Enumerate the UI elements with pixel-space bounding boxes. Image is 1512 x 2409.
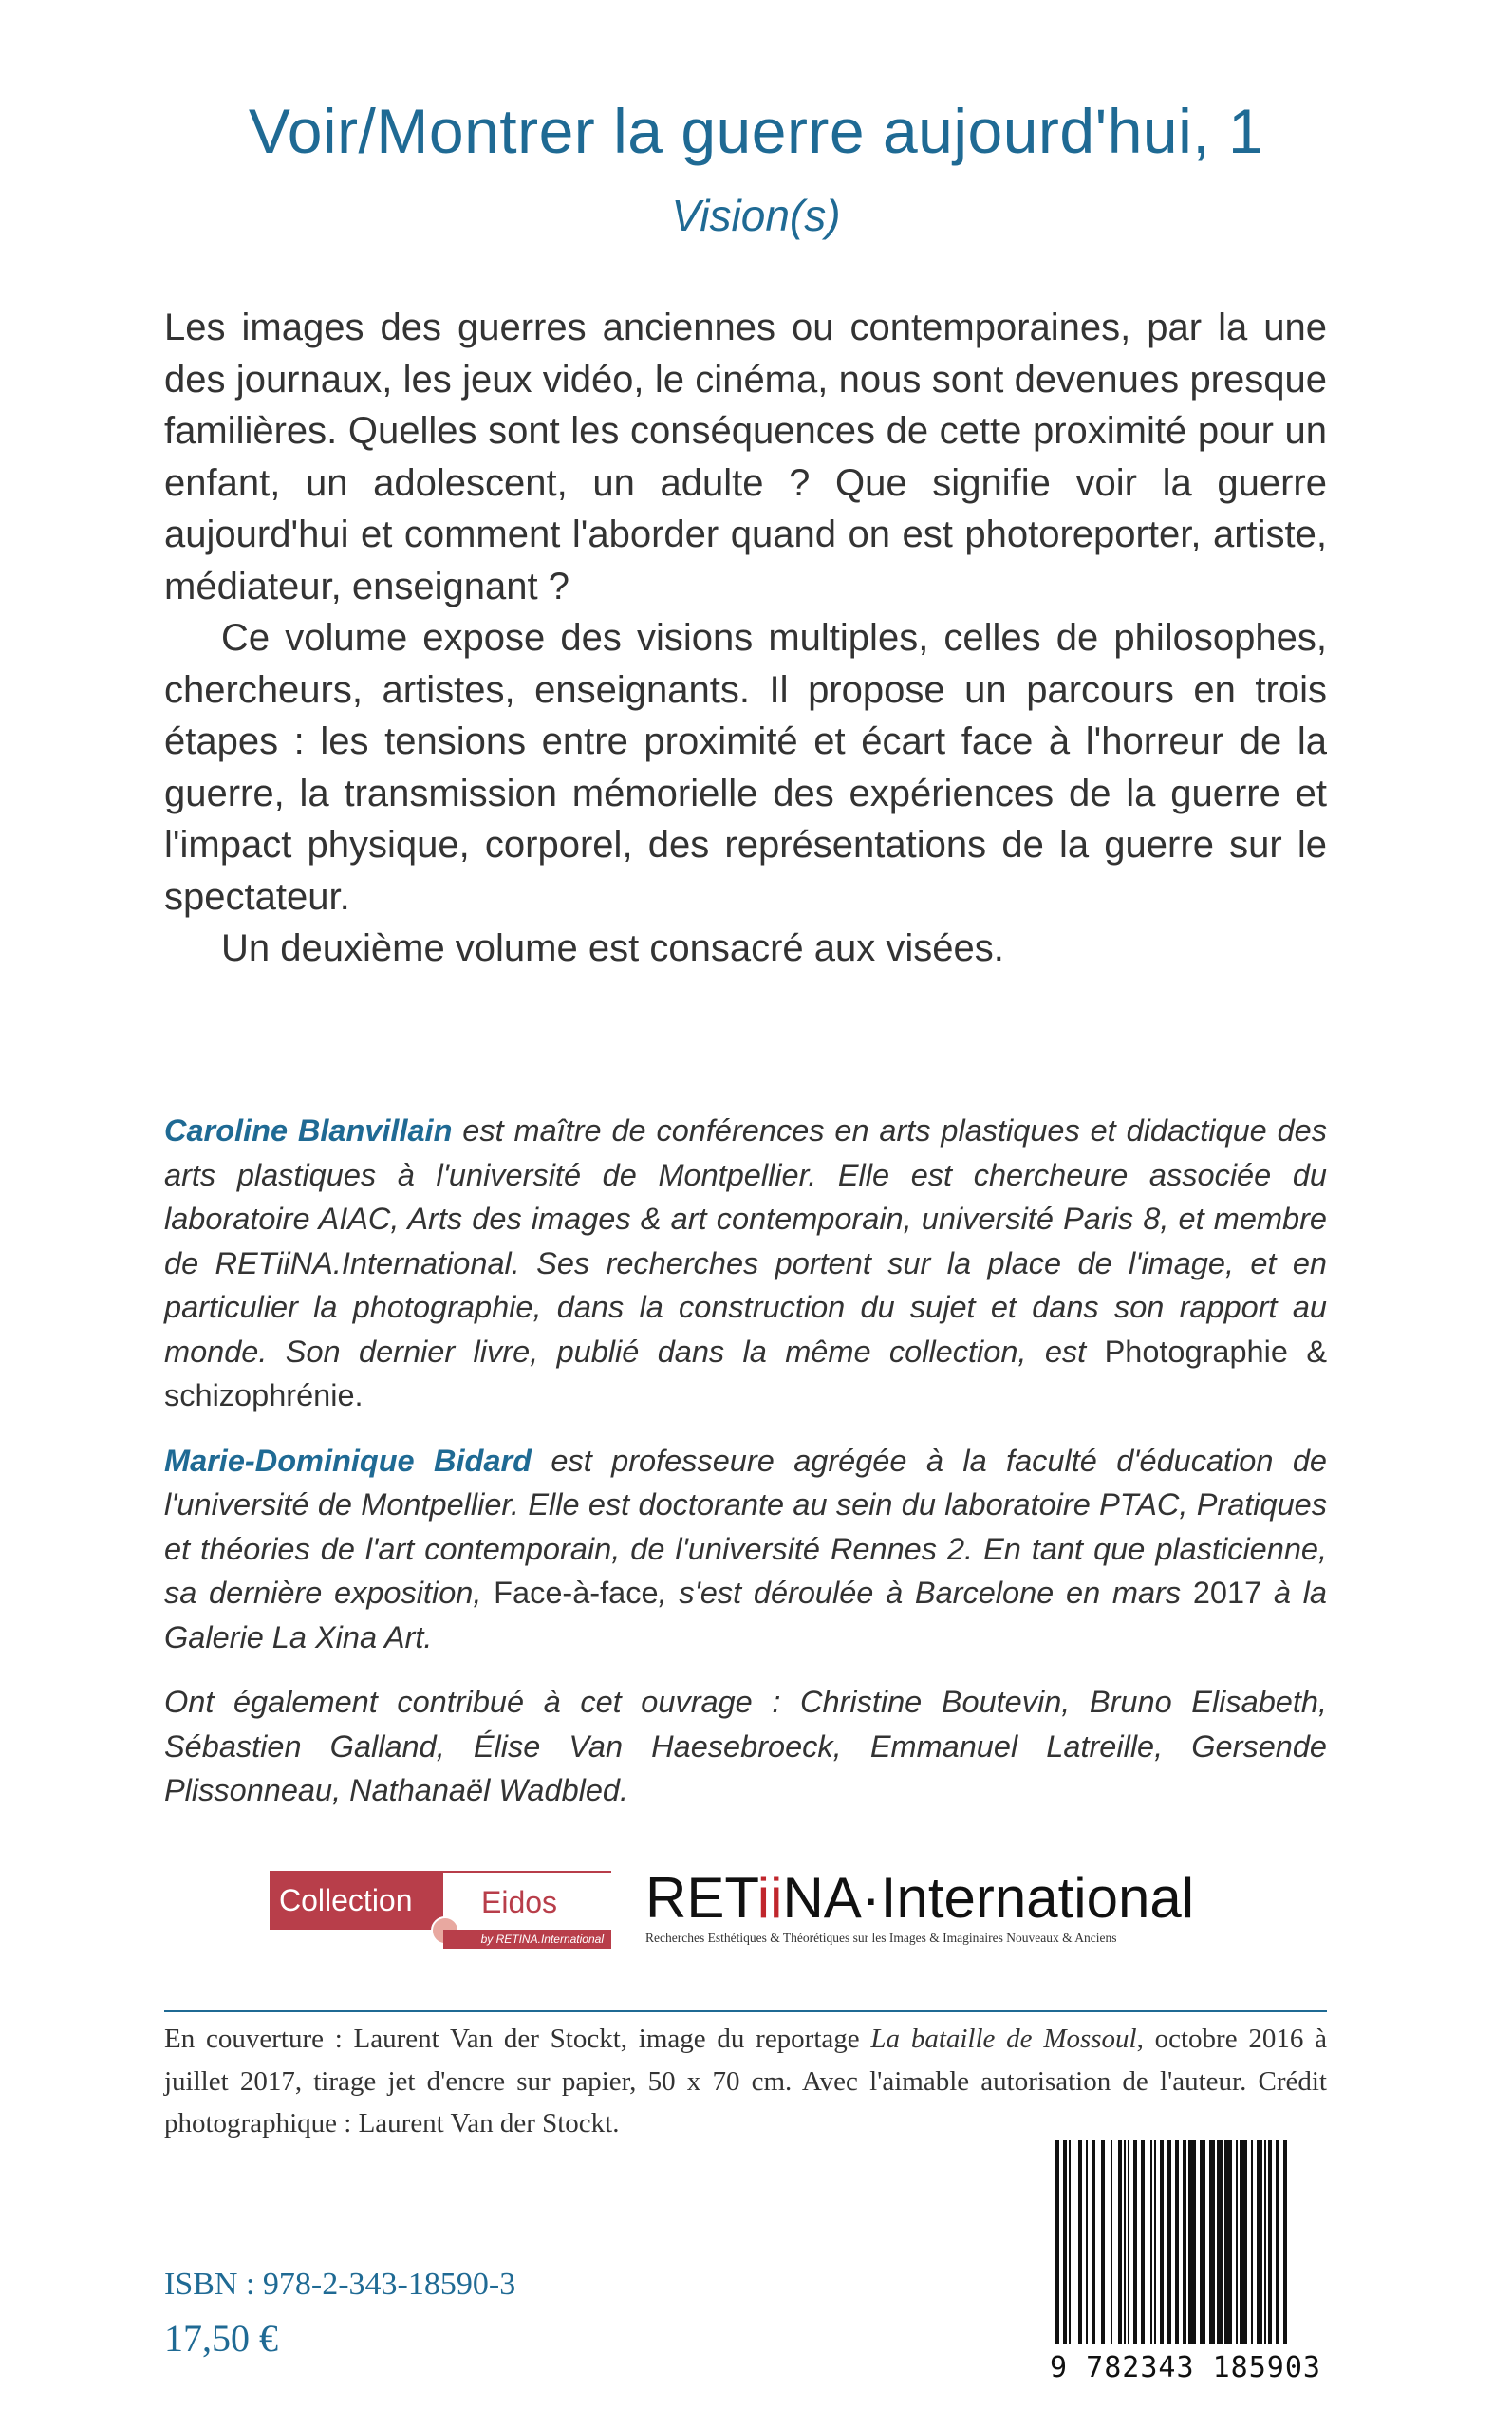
barcode-bar (1160, 2140, 1164, 2344)
book-subtitle: Vision(s) (671, 191, 841, 240)
blurb (164, 302, 1327, 975)
logo-collection-label: Collection (270, 1871, 443, 1930)
barcode-bar (1086, 2140, 1088, 2344)
bio-text: est maître de conférences en arts plastiques et didactique des arts plastiques à l'université de Montpellier. Elle est chercheure associée du laboratoire AIAC, Arts des images & art contemporain, université Paris 8, et membre de RETiiNA.International. Ses recherches portent sur la place de l'image, et en particulier la photographie, dans la construction du sujet et dans son rapport au monde. Son dernier livre, publié dans la même collection, est (164, 1113, 1327, 1369)
barcode-bar (1209, 2140, 1215, 2344)
bio-caroline (164, 1109, 1327, 1418)
bio-text: , s'est déroulée à Barcelone en mars (658, 1576, 1193, 1610)
barcode-bar (1078, 2140, 1082, 2344)
barcode-bar (1063, 2140, 1067, 2344)
exhibition-title: Face-à-face (494, 1576, 659, 1610)
retina-international-logo (645, 1868, 1224, 1950)
credit-work-title: La bataille de Mossoul (870, 2024, 1137, 2054)
barcode-bar (1264, 2140, 1266, 2344)
barcode-bar (1101, 2140, 1105, 2344)
barcode-bar (1188, 2140, 1196, 2344)
author-name: Caroline Blanvillain (164, 1113, 453, 1148)
bio-marie-dominique (164, 1439, 1327, 1660)
bio-text: est professeure agrégée à la faculté d'éducation de l'université de Montpellier. Elle est doctorante au sein du laboratoire PTAC, Pratiques et théories de l'art contemporain, de l'université Rennes 2. En tant que plasticienne, sa dernière exposition, (164, 1443, 1328, 1610)
logo-eidos-label: Eidos (443, 1871, 611, 1930)
barcode-bar (1141, 2140, 1145, 2344)
barcode-bar (1268, 2140, 1272, 2344)
barcode (1035, 2140, 1336, 2387)
barcode-bar (1251, 2140, 1253, 2344)
credit-text: , octobre 2016 à juillet 2017, tirage jet d'encre sur papier, 50 x 70 cm. Avec l'aimable autorisation de l'auteur. Crédit photographique : Laurent Van der Stockt. (164, 2024, 1327, 2138)
barcode-bars (1035, 2140, 1336, 2349)
blurb-paragraph: Les images des guerres anciennes ou contemporaines, par la une des journaux, les jeux vidéo, le cinéma, nous sont devenues presque familières. Quelles sont les conséquences de cette proximité pour un enfant, un adolescent, un adulte ? Que signifie voir la guerre aujourd'hui et comment l'aborder quand on est photoreporter, artiste, médiateur, enseignant ? (164, 307, 1327, 607)
bio-year: 2017 (1192, 1576, 1262, 1610)
wordmark-part: RET (645, 1866, 757, 1930)
retina-tagline: Recherches Esthétiques & Théorétiques sur les Images & Imaginaires Nouveaux & Anciens (645, 1931, 1117, 1945)
barcode-bar (1150, 2140, 1152, 2344)
barcode-bar (1167, 2140, 1171, 2344)
barcode-bar (1092, 2140, 1095, 2344)
barcode-bar (1069, 2140, 1071, 2344)
divider (164, 2010, 1327, 2012)
credit-text: En couverture : Laurent Van der Stockt, image du reportage (164, 2024, 871, 2054)
barcode-bar (1175, 2140, 1179, 2344)
contributors: Ont également contribué à cet ouvrage : Christine Boutevin, Bruno Elisabeth, Sébastien Galland, Élise Van Haesebroeck, Emmanuel Latreille, Gersende Plissonneau, Nathanaël Wadbled. (164, 1685, 1327, 1807)
cover-credit (164, 2018, 1327, 2145)
barcode-bar (1055, 2140, 1059, 2344)
barcode-bar (1236, 2140, 1238, 2344)
barcode-digits: 9 782343 185903 (1050, 2351, 1321, 2384)
barcode-bar (1183, 2140, 1186, 2344)
barcode-bar (1124, 2140, 1126, 2344)
barcode-bar (1154, 2140, 1156, 2344)
barcode-bar (1224, 2140, 1232, 2344)
retina-wordmark (645, 1868, 1194, 1929)
barcode-bar (1128, 2140, 1129, 2344)
book-reference: Photographie & schizophrénie. (164, 1334, 1327, 1412)
barcode-bar (1240, 2140, 1247, 2344)
barcode-bar (1276, 2140, 1279, 2344)
isbn: ISBN : 978-2-343-18590-3 (164, 2267, 516, 2302)
author-name: Marie-Dominique Bidard (164, 1443, 532, 1478)
wordmark-part: NA·International (782, 1866, 1195, 1930)
blurb-paragraph: Un deuxième volume est consacré aux visées. (221, 927, 1004, 969)
price: 17,50 € (164, 2317, 278, 2360)
collection-eidos-logo (270, 1871, 611, 1949)
barcode-bar (1217, 2140, 1223, 2344)
barcode-bar (1257, 2140, 1262, 2344)
wordmark-accent: ii (756, 1866, 783, 1930)
logo-sub-label: by RETINA.International (443, 1930, 611, 1949)
barcode-bar (1283, 2140, 1287, 2344)
bio-text: à la Galerie La Xina Art. (164, 1576, 1327, 1654)
barcode-bar (1118, 2140, 1122, 2344)
barcode-bar (1133, 2140, 1137, 2344)
barcode-bar (1111, 2140, 1112, 2344)
blurb-paragraph: Ce volume expose des visions multiples, celles de philosophes, chercheurs, artistes, enseignants. Il propose un parcours en trois étapes : les tensions entre proximité et écart face à l'horreur de la guerre, la transmission mémorielle des expériences de la guerre et l'impact physique, corporel, des représentations de la guerre sur le spectateur. (164, 617, 1327, 918)
barcode-bar (1200, 2140, 1205, 2344)
book-title: Voir/Montrer la guerre aujourd'hui, 1 (248, 96, 1264, 166)
author-bios (164, 1109, 1327, 1834)
